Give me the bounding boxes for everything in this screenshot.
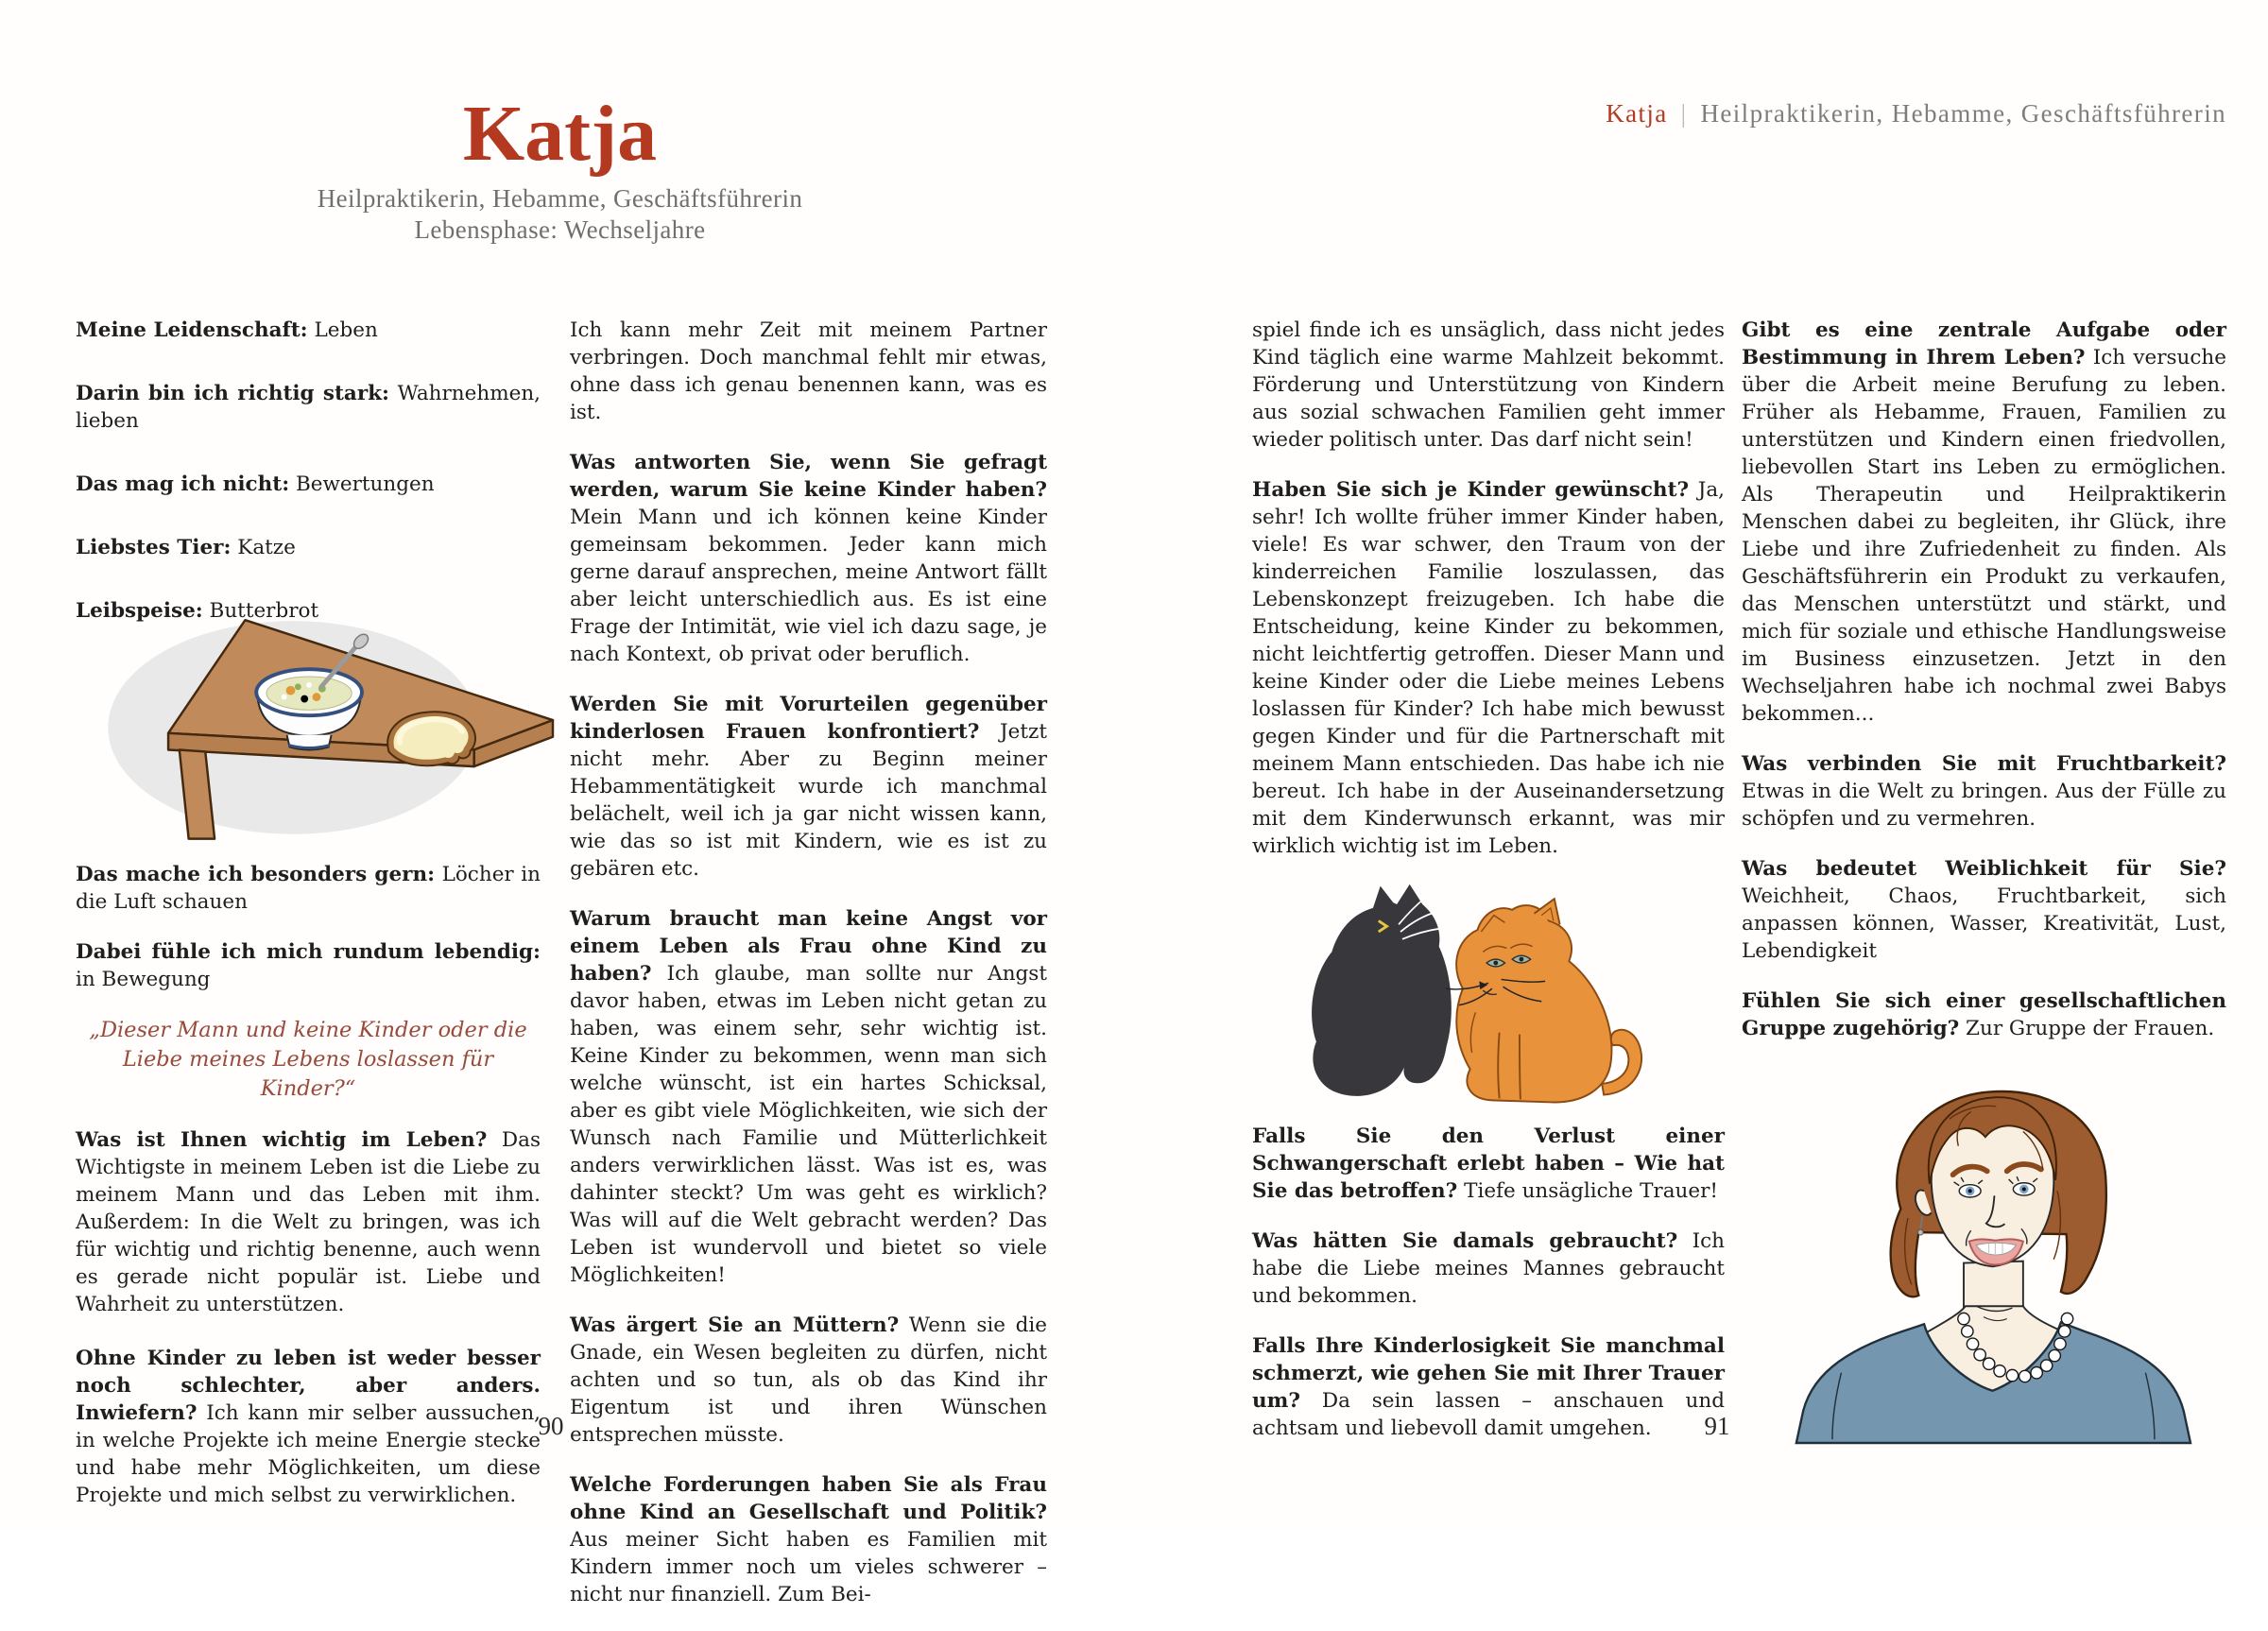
- qa-vorurteile: Werden Sie mit Vorurteilen gegenüber kinderlosen Frauen konfrontiert? Jetzt nicht mehr. Aber zu Beginn meiner Hebammentätigkeit wurde ich manchmal belächelt, weil ich ja gar nicht wissen kann, wie das so ist mit Kindern, wie es ist zu gebären etc.: [570, 693, 1047, 881]
- page-number-left: 90: [538, 1412, 564, 1440]
- qa-ohne-kinder-leben: Ohne Kinder zu leben ist weder besser noch schlechter, aber anders. Inwiefern? Ich kann mir selber aussuchen, in welche Projekte ich meine Energie stecke und habe mehr Möglichkeiten, um diese Projekte und mich selbst zu verwirklichen.: [76, 1347, 541, 1507]
- running-header-name: Katja: [1606, 99, 1668, 128]
- fact-feel-alive: Dabei fühle ich mich rundum lebendig: in Bewegung: [76, 940, 541, 991]
- cats-illustration: [1262, 875, 1658, 1111]
- qa-keine-angst: Warum braucht man keine Angst vor einem Leben als Frau ohne Kind zu haben? Ich glaube, man sollte nur Angst davor haben, etwas im Leben nicht getan zu haben, was einem sehr, sehr wichtig ist. Keine Kinder zu bekommen, wenn man sich welche wünscht, ist ein hartes Schicksal, aber es gibt viele Möglichkeiten, wie sich der Wunsch nach Familie und Mütterlichkeit anders verwirklichen lässt. Was ist es, was dahinter steckt? Um was geht es wirklich? Was will auf die Welt gebracht werden? Das Leben ist wundervoll und bietet so viele Möglichkeiten!: [570, 907, 1047, 1287]
- left-page-header: [76, 90, 1044, 246]
- katja-portrait-illustration: [1779, 1065, 2205, 1443]
- page-subtitle-lifephase: Lebensphase: Wechseljahre: [414, 215, 706, 244]
- fact-passion: Meine Leidenschaft: Leben: [76, 318, 378, 342]
- qa-wichtig-im-leben: Was ist Ihnen wichtig im Leben? Das Wichtigste in meinem Leben ist die Liebe zu meinem Mann und das Leben mit ihm. Außerdem: In die Welt zu bringen, was ich für wichtig und richtig benenne, auch wenn es gerade nicht populär ist. Liebe und Wahrheit zu unterstützen.: [76, 1128, 541, 1316]
- qa-damals-gebraucht: Was hätten Sie damals gebraucht? Ich habe die Liebe meines Mannes gebraucht und bekommen.: [1252, 1229, 1726, 1308]
- qa-kinder-gewuenscht: Haben Sie sich je Kinder gewünscht? Ja, sehr! Ich wollte früher immer Kinder haben, viele! Es war schwer, den Traum von der kinderreichen Familie loszulassen, das Lebenskonzept freizugeben. Ich habe die Entscheidung, keine Kinder zu bekommen, nicht leichtfertig getroffen. Dieser Mann und keine Kinder oder die Liebe meines Lebens loslassen für Kinder? Ich habe mich bewusst gegen Kinder und für die Partnerschaft mit meinem Mann entschieden. Das habe ich nie bereut. Ich habe in der Auseinandersetzung mit dem Kinderwunsch erkannt, was mir wirklich wichtig ist im Leben.: [1252, 478, 1725, 858]
- fact-favorite-activity: Das mache ich besonders gern: Löcher in die Luft schauen: [76, 863, 541, 914]
- fact-food: Leibspeise: Butterbrot: [76, 599, 319, 623]
- qa-gruppe-zugehoerig: Fühlen Sie sich einer gesellschaftlichen Gruppe zugehörig? Zur Gruppe der Frauen.: [1742, 989, 2226, 1040]
- qa-aergert-an-muettern: Was ärgert Sie an Müttern? Wenn sie die Gnade, ein Wesen begleiten zu dürfen, nicht achten und so tun, als ob das Kind ihr Eigentum ist und ihren Wünschen entsprechen müsste.: [570, 1313, 1047, 1447]
- page-subtitle: Heilpraktikerin, Hebamme, Geschäftsführerin: [317, 184, 803, 213]
- paragraph-continuation: Ich kann mehr Zeit mit meinem Partner verbringen. Doch manchmal fehlt mir etwas, ohne dass ich genau benennen kann, was es ist.: [570, 318, 1047, 424]
- fact-strength: Darin bin ich richtig stark: Wahrnehmen, lieben: [76, 382, 541, 433]
- qa-was-antworten-sie: Was antworten Sie, wenn Sie gefragt werden, warum Sie keine Kinder haben? Mein Mann und ich können keine Kinder gemeinsam bekommen. Jeder kann mich gerne darauf ansprechen, meine Antwort fällt aber leicht unterschiedlich aus. Es ist eine Frage der Intimität, wie viel ich dazu sage, je nach Kontext, ob privat oder beruflich.: [570, 451, 1047, 666]
- page-number-right: 91: [1704, 1412, 1730, 1440]
- fact-animal: Liebstes Tier: Katze: [76, 536, 296, 559]
- table-soup-bread-illustration: [76, 608, 553, 842]
- paragraph-continuation: spiel finde ich es unsäglich, dass nicht jedes Kind täglich eine warme Mahlzeit bekommt. Förderung und Unterstützung von Kindern aus sozial schwachen Familien geht immer wieder politisch unter. Das darf nicht sein!: [1252, 318, 1725, 452]
- qa-kinderlosigkeit-schmerzt: Falls Ihre Kinderlosigkeit Sie manchmal schmerzt, wie gehen Sie mit Ihrer Trauer um? Da sein lassen – anschauen und achtsam und liebevoll damit umgehen.: [1252, 1334, 1725, 1440]
- qa-forderungen: Welche Forderungen haben Sie als Frau ohne Kind an Gesellschaft und Politik? Aus meiner Sicht haben es Familien mit Kindern immer noch um vieles schwerer – nicht nur finanziell. Zum Bei-: [570, 1473, 1047, 1606]
- running-header: [1606, 99, 2226, 129]
- right-page-column-2: [1742, 317, 2226, 1443]
- running-header-separator: |: [1680, 99, 1688, 128]
- qa-zentrale-aufgabe: Gibt es eine zentrale Aufgabe oder Bestimmung in Ihrem Leben? Ich versuche über die Arbeit meine Berufung zu leben. Früher als Hebamme, Frauen, Familien zu unterstützen und Kindern einen friedvollen, liebevollen Start ins Leben zu ermöglichen. Als Therapeutin und Heilpraktikerin Menschen dabei zu begleiten, ihr Glück, ihre Liebe und ihre Zufriedenheit zu finden. Als Geschäftsführerin ein Produkt zu verkaufen, das Menschen unterstützt und stärkt, und mich für soziale und ethische Handlungsweise im Business einzusetzen. Jetzt in den Wechseljahren habe ich nochmal zwei Babys bekommen...: [1742, 318, 2226, 726]
- left-page-column-2: [570, 317, 1047, 1631]
- qa-weiblichkeit: Was bedeutet Weiblichkeit für Sie? Weichheit, Chaos, Fruchtbarkeit, sich anpassen können, Wasser, Kreativität, Lust, Lebendigkeit: [1742, 857, 2226, 963]
- fact-dislike: Das mag ich nicht: Bewertungen: [76, 472, 435, 496]
- page-title: Katja: [462, 90, 658, 178]
- running-header-role: Heilpraktikerin, Hebamme, Geschäftsführerin: [1700, 99, 2226, 128]
- qa-verlust-schwangerschaft: Falls Sie den Verlust einer Schwangerschaft erlebt haben – Wie hat Sie das betroffen? Tiefe unsägliche Trauer!: [1252, 1125, 1725, 1203]
- pull-quote: „Dieser Mann und keine Kinder oder die Liebe meines Lebens loslassen für Kinder?“: [89, 1018, 527, 1101]
- qa-fruchtbarkeit: Was verbinden Sie mit Fruchtbarkeit? Etwas in die Welt zu bringen. Aus der Fülle zu schöpfen und zu vermehren.: [1742, 752, 2226, 831]
- right-page-column-1: [1252, 317, 1725, 1465]
- left-page-column-1: [76, 317, 541, 1532]
